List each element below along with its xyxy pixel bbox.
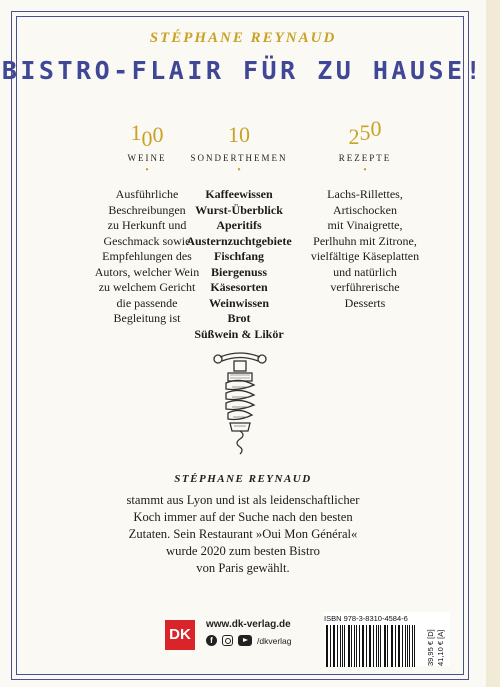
- barcode-stripe: [363, 625, 364, 667]
- instagram-icon: [222, 635, 233, 646]
- isbn-text: ISBN 978-3-8310-4584-6: [324, 614, 408, 623]
- social-links: [206, 635, 292, 646]
- column-number: 250: [348, 116, 382, 149]
- barcode: [326, 625, 416, 667]
- corkscrew-illustration: [212, 347, 268, 457]
- ornament-dot: •: [363, 165, 367, 176]
- headline: BISTRO-FLAIR FÜR ZU HAUSE!: [1, 56, 485, 85]
- column-text: Ausführliche Beschreibungen zu Herkunft und Geschmack sowie Empfehlungen des Autors, welcher Wein zu welchem Gericht die passende Begleitung ist: [94, 187, 200, 325]
- ornament-dot: •: [145, 165, 149, 176]
- barcode-stripe: [354, 625, 355, 667]
- column-number: 100: [130, 120, 164, 151]
- barcode-stripe: [378, 625, 379, 667]
- column-number: 10: [228, 122, 250, 147]
- price-at: 41,10 € [A]: [436, 629, 445, 666]
- bio-author-name: STÉPHANE REYNAUD: [174, 473, 312, 485]
- barcode-stripe: [399, 625, 400, 667]
- youtube-icon: [238, 635, 252, 646]
- column-label: REZEPTE: [338, 153, 392, 163]
- barcode-stripe: [387, 625, 388, 667]
- barcode-stripe: [356, 625, 357, 667]
- author-name-top: STÉPHANE REYNAUD: [149, 30, 337, 46]
- publisher-website: www.dk-verlag.de: [206, 619, 291, 630]
- column-rezepte: [295, 118, 435, 311]
- barcode-stripe: [392, 625, 393, 667]
- barcode-stripe: [330, 625, 331, 667]
- barcode-stripe: [380, 625, 381, 667]
- social-handle: /dkverlag: [257, 635, 292, 646]
- author-bio: stammt aus Lyon und ist als leidenschaftlicher Koch immer auf der Suche nach den besten Zutaten. Sein Restaurant »Oui Mon Général« wurde 2020 zum besten Bistro von Paris gewählt.: [126, 493, 360, 575]
- barcode-stripe: [337, 625, 338, 667]
- column-sonderthemen: [169, 118, 309, 342]
- dk-logo: DK: [165, 620, 195, 650]
- barcode-stripe: [405, 625, 406, 667]
- facebook-icon: f: [206, 635, 217, 646]
- spine-edge: [486, 0, 500, 687]
- column-label: SONDERTHEMEN: [190, 153, 288, 163]
- column-text: Kaffeewissen Wurst-Überblick Aperitifs Austernzuchtgebiete Fischfang Biergenuss Käsesorten Weinwissen Brot Süßwein & Likör: [186, 187, 292, 341]
- barcode-stripe: [342, 625, 343, 667]
- price-block: [412, 612, 448, 668]
- barcode-stripe: [344, 625, 345, 667]
- price-de: 39,95 € [D]: [426, 629, 435, 666]
- barcode-stripe: [370, 625, 371, 667]
- ornament-dot: •: [237, 165, 241, 176]
- column-label: WEINE: [127, 153, 167, 163]
- column-text: Lachs-Rillettes, Artischocken mit Vinaigrette, Perlhuhn mit Zitrone, vielfältige Käseplatten und natürlich verführerische Desserts: [310, 187, 420, 310]
